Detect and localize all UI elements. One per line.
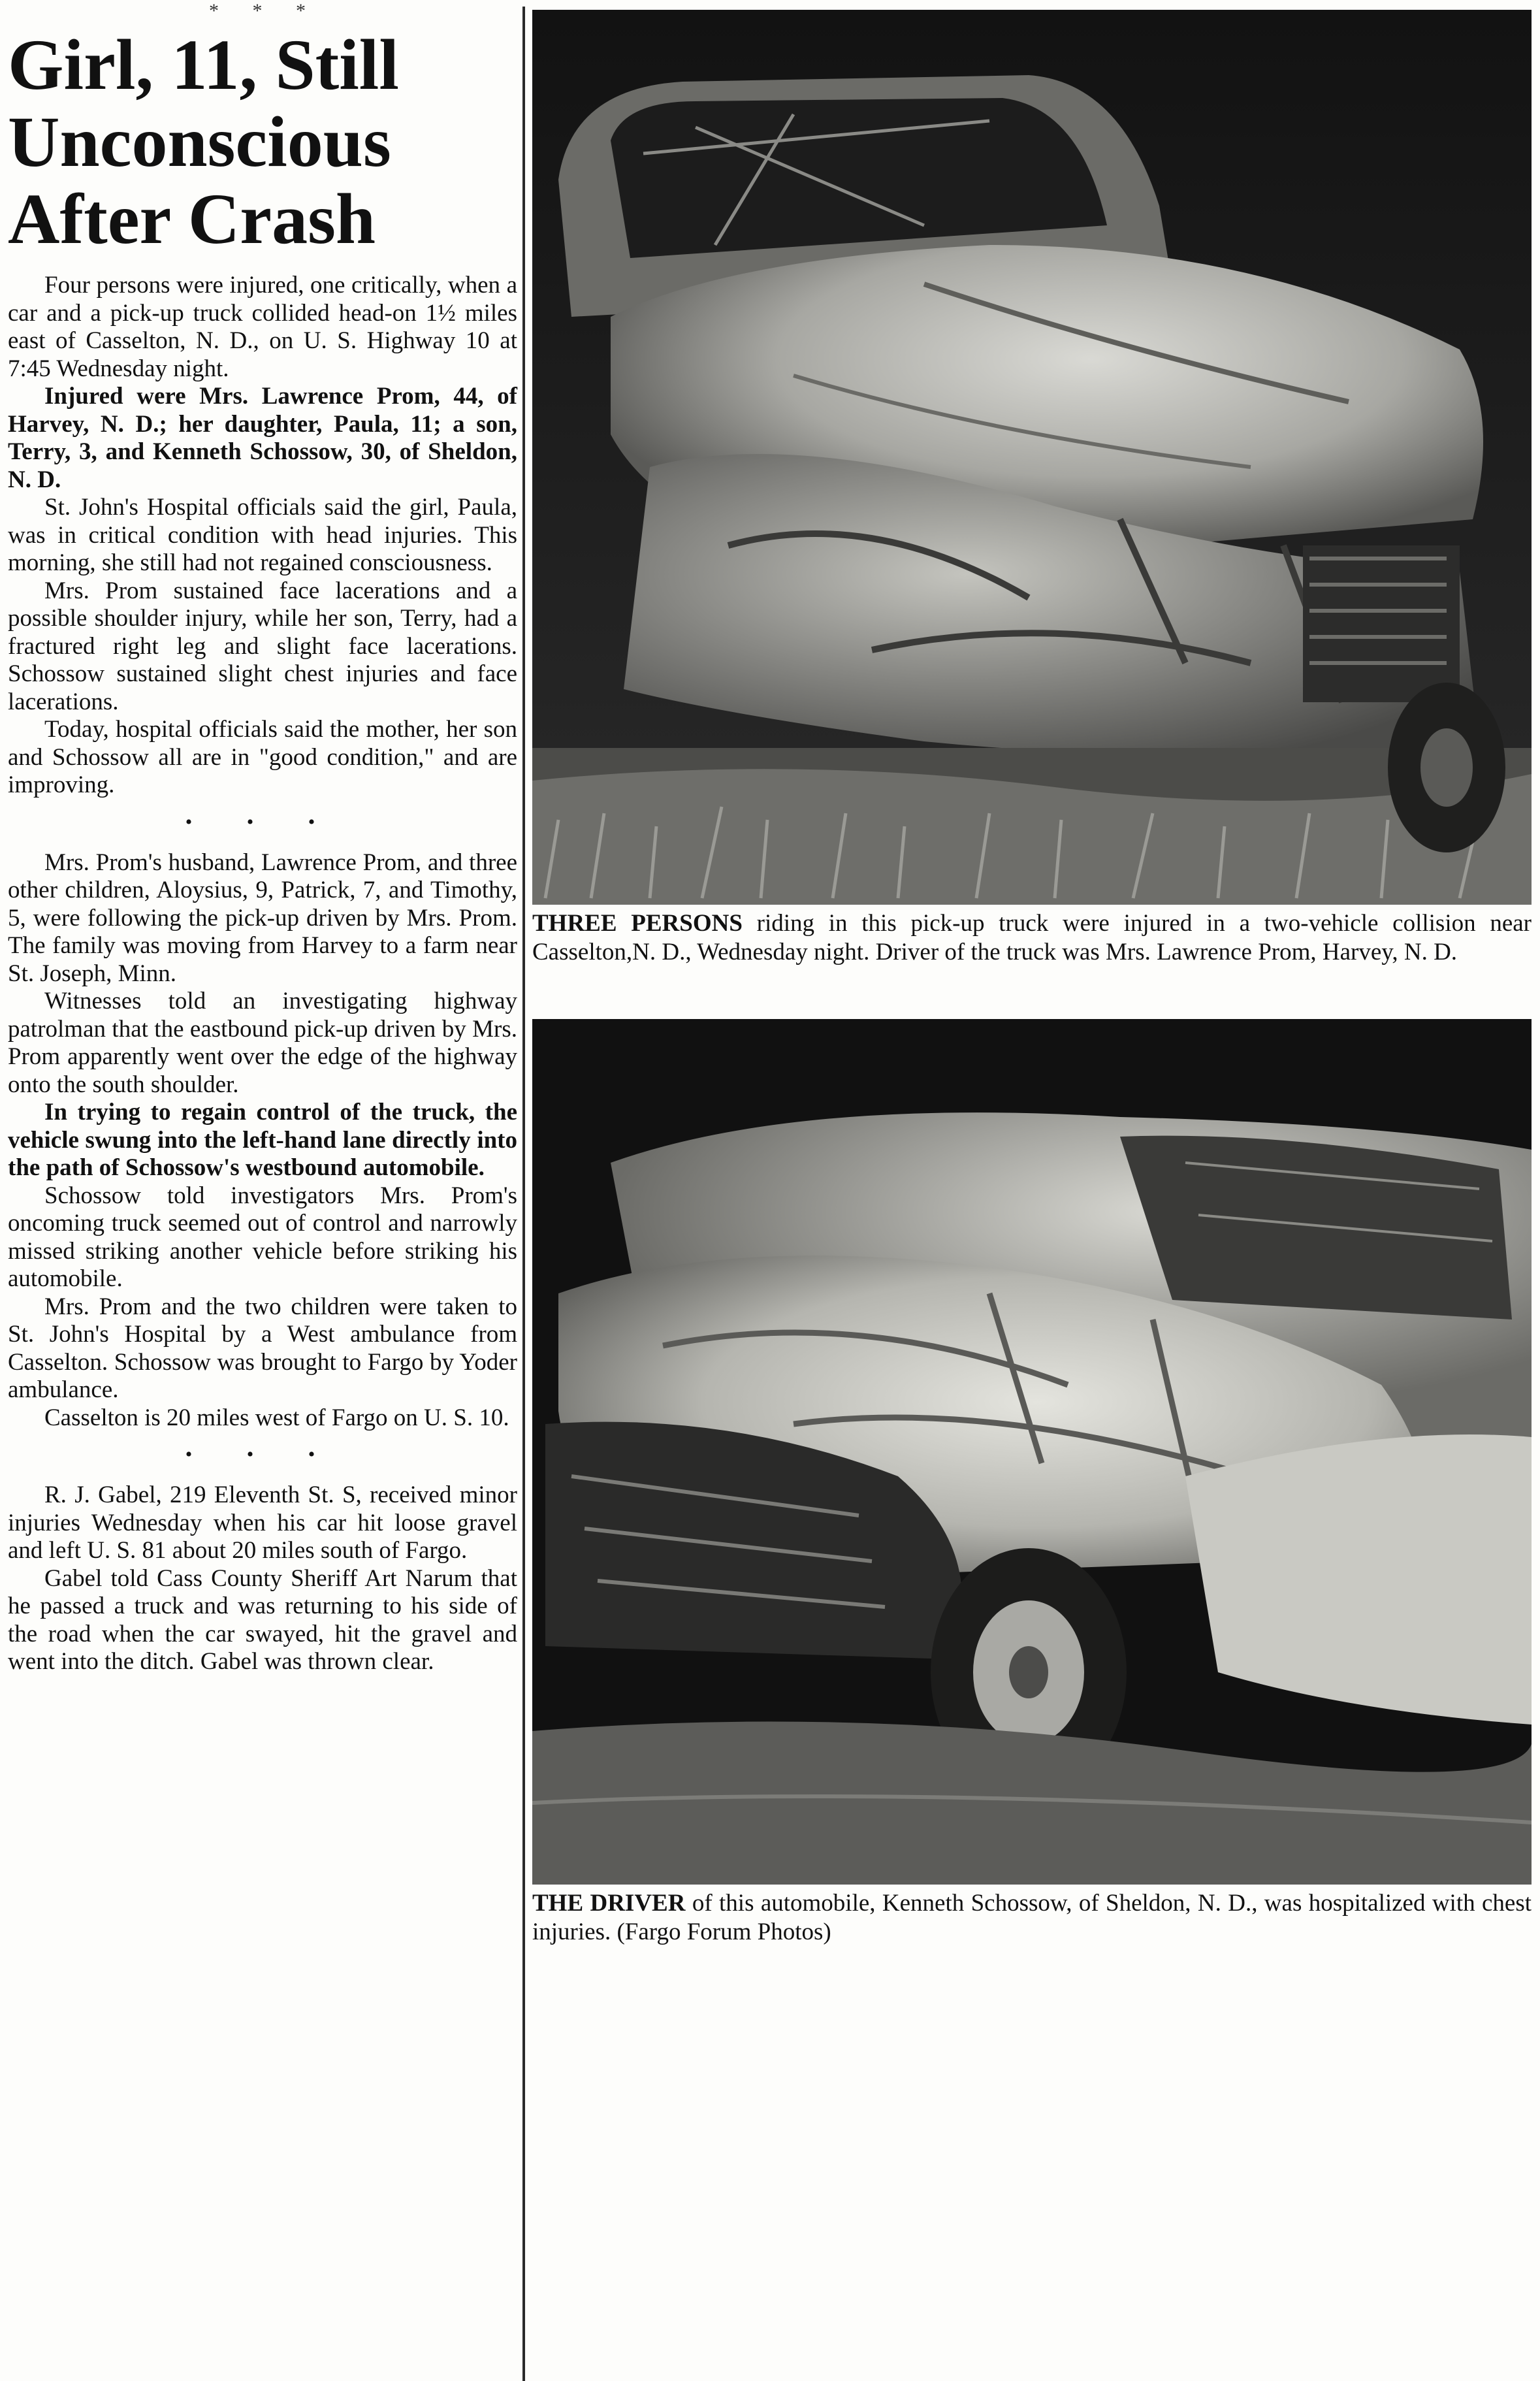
caption-lead: THREE PERSONS bbox=[532, 910, 743, 937]
article-paragraph: Injured were Mrs. Lawrence Prom, 44, of Harvey, N. D.; her daughter, Paula, 11; a son, Terry, 3, and Kenneth Schossow, 30, of Sheldon, N. D. bbox=[8, 383, 517, 493]
article-paragraph: Mrs. Prom and the two children were taken to St. John's Hospital by a West ambulance from Casselton. Schossow was brought to Fargo by Yoder ambulance. bbox=[8, 1293, 517, 1403]
column-rule bbox=[522, 7, 525, 2381]
caption-text: riding in this pick-up truck were injured in a two-vehicle collision near Casselton,N. D., Wednesday night. Driver of the truck was Mrs. Lawrence Prom, Harvey, N. D. bbox=[532, 910, 1532, 965]
headline bbox=[8, 26, 517, 257]
article-paragraph: Schossow told investigators Mrs. Prom's oncoming truck seemed out of control and narrowly missed striking another vehicle before striking his automobile. bbox=[8, 1182, 517, 1292]
caption-lead: THE DRIVER bbox=[532, 1890, 686, 1917]
article-paragraph: Casselton is 20 miles west of Fargo on U. S. 10. bbox=[44, 1404, 509, 1431]
article-paragraph: In trying to regain control of the truck, the vehicle swung into the left-hand lane directly into the path of Schossow's westbound automobile. bbox=[8, 1099, 517, 1181]
photo-caption bbox=[532, 909, 1532, 967]
article-paragraph: Gabel told Cass County Sheriff Art Narum that he passed a truck and was returning to his side of the road when the car swayed, hit the gravel and went into the ditch. Gabel was thrown clear. bbox=[8, 1564, 517, 1675]
article-body bbox=[8, 272, 517, 1676]
car-wreck-photo bbox=[532, 1019, 1532, 1885]
caption-text: of this automobile, Kenneth Schossow, of Sheldon, N. D., was hospitalized with chest injuries. (Fargo Forum Photos) bbox=[532, 1890, 1532, 1945]
article-column bbox=[8, 26, 517, 1676]
article-paragraph: Four persons were injured, one critically, when a car and a pick-up truck collided head-on 1½ miles east of Casselton, N. D., on U. S. Highway 10 at 7:45 Wednesday night. bbox=[8, 272, 517, 382]
article-paragraph: St. John's Hospital officials said the girl, Paula, was in critical condition with head injuries. This morning, she still had not regained consciousness. bbox=[8, 494, 517, 576]
top-separator: * * * bbox=[209, 0, 320, 22]
article-paragraph: R. J. Gabel, 219 Eleventh St. S, received minor injuries Wednesday when his car hit loose gravel and left U. S. 81 about 20 miles south of Fargo. bbox=[8, 1482, 517, 1564]
article-paragraph: Today, hospital officials said the mother, her son and Schossow all are in "good condition," and are improving. bbox=[8, 716, 517, 798]
photo-caption bbox=[532, 1889, 1532, 1947]
car-wreck-image bbox=[532, 1019, 1532, 1885]
article-paragraph: Witnesses told an investigating highway patrolman that the eastbound pick-up driven by Mrs. Prom apparently went over the edge of the highway onto the south shoulder. bbox=[8, 988, 517, 1098]
headline-line: Girl, 11, Still bbox=[8, 25, 399, 105]
headline-line: Unconscious bbox=[8, 102, 391, 182]
truck-wreck-photo bbox=[532, 10, 1532, 905]
section-separator: • • • bbox=[185, 1444, 340, 1465]
headline-line: After Crash bbox=[8, 179, 376, 259]
article-paragraph: Mrs. Prom's husband, Lawrence Prom, and three other children, Aloysius, 9, Patrick, 7, and Timothy, 5, were following the pick-up driven by Mrs. Prom. The family was moving from Harvey to a farm near St. Joseph, Minn. bbox=[8, 849, 517, 987]
article-paragraph: Mrs. Prom sustained face lacerations and a possible shoulder injury, while her son, Terry, had a fractured right leg and slight face lacerations. Schossow sustained slight chest injuries and face lacerations. bbox=[8, 577, 517, 715]
truck-wreck-image bbox=[532, 10, 1532, 905]
section-separator: • • • bbox=[185, 811, 340, 833]
